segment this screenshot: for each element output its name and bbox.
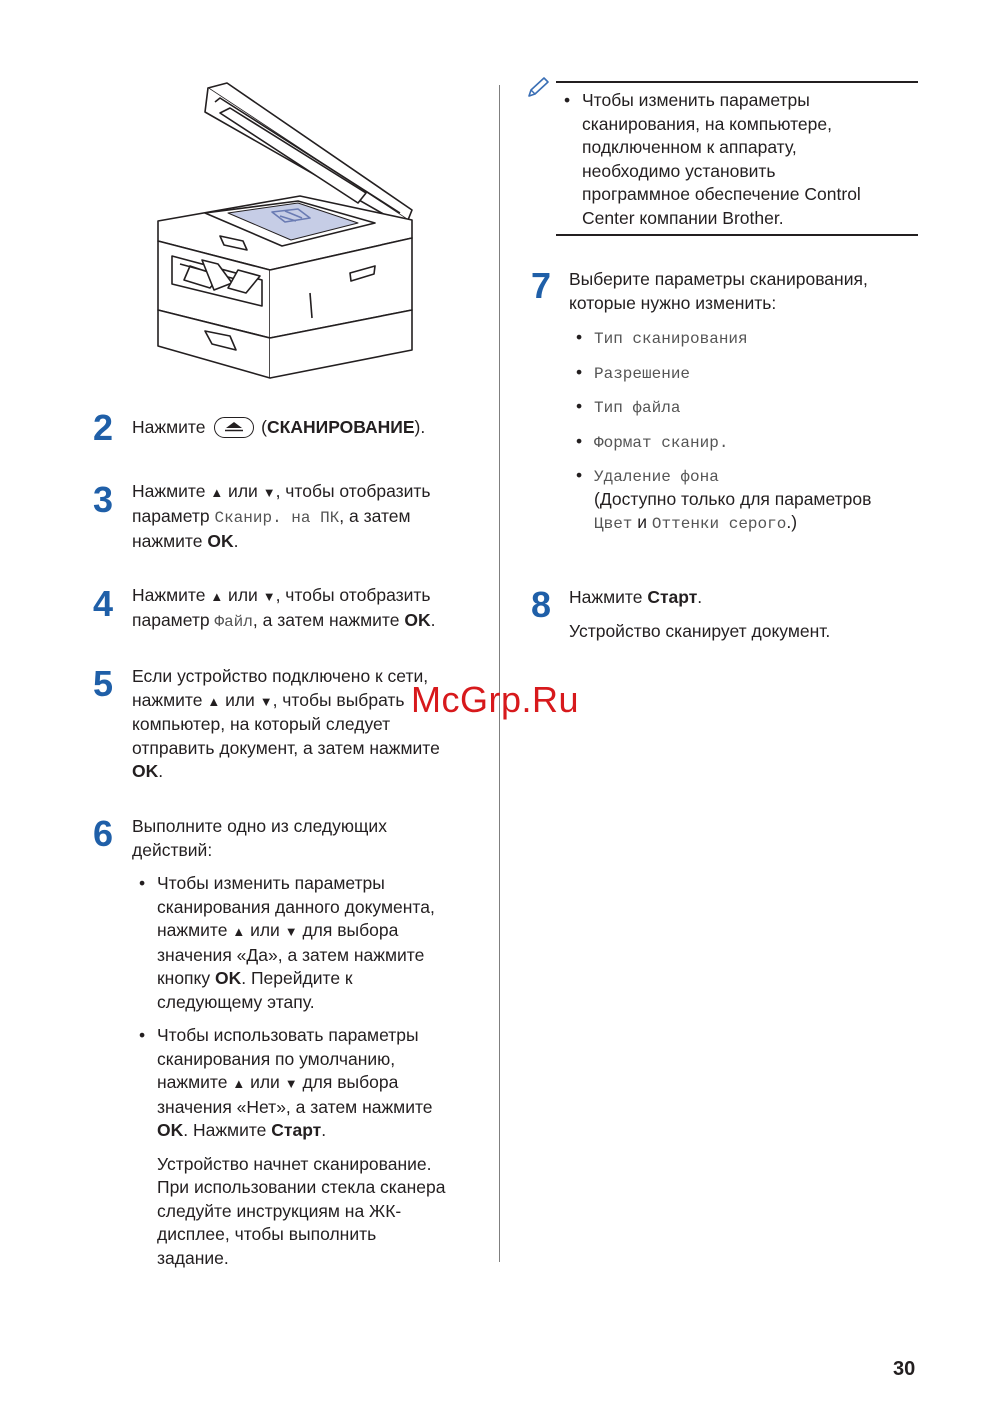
list-item: • Чтобы изменить параметры сканирования, на компьютере, подключенном к аппарату, необходимо установить программное обеспечение Control Center компании Brother. <box>564 89 904 230</box>
up-arrow-icon: ▲ <box>232 1076 246 1091</box>
step-number: 3 <box>93 479 114 520</box>
list-item: • Удаление фона <box>576 464 929 499</box>
note-top-rule <box>556 81 918 83</box>
start-key-label: Старт <box>271 1120 322 1140</box>
step-8-text: Нажмите Старт. Устройство сканирует документ. <box>569 587 831 641</box>
ok-key-label: OK <box>132 761 159 781</box>
list-item: • Чтобы использовать параметры сканирования по умолчанию, нажмите ▲ или ▼ для выбора значения «Нет», а затем нажмите OK. Нажмите Старт. Устройство начнет сканирование. При использовании стекла сканера следуйте инструкциям на ЖК- дисплее, чтобы выполнить задание. <box>139 1024 492 1270</box>
step-number: 2 <box>93 407 114 448</box>
down-arrow-icon: ▼ <box>262 485 276 500</box>
note-bottom-rule <box>556 234 918 236</box>
down-arrow-icon: ▼ <box>284 924 298 939</box>
up-arrow-icon: ▲ <box>210 589 224 604</box>
step-number: 6 <box>93 813 114 854</box>
note-text <box>564 89 904 230</box>
watermark: McGrp.Ru <box>411 679 580 720</box>
scan-button-name: СКАНИРОВАНИЕ <box>267 417 415 437</box>
list-item: • Тип файла <box>576 395 929 430</box>
ok-key-label: OK <box>207 531 234 551</box>
step-2-label: Нажмите <box>132 417 206 437</box>
scan-settings-list <box>576 326 929 499</box>
menu-option: Сканир. на ПК <box>214 508 340 527</box>
start-key-label: Старт <box>647 587 698 607</box>
pencil-icon <box>526 76 552 100</box>
down-arrow-icon: ▼ <box>259 693 273 709</box>
list-item: • Разрешение <box>576 361 929 396</box>
step-number: 8 <box>531 584 552 625</box>
column-divider <box>499 85 500 1262</box>
scan-button-icon <box>214 417 254 438</box>
step-7-text: Выберите параметры сканирования, которые нужно изменить: • Тип сканирования • Разрешение • Тип файла • Формат сканир. • Удаление фона (Доступно только для параметров Цвет и Оттенки серого.) <box>569 268 929 537</box>
up-arrow-icon: ▲ <box>207 693 221 709</box>
ok-key-label: OK <box>404 609 431 630</box>
down-arrow-icon: ▼ <box>284 1076 298 1091</box>
page-number: 30 <box>893 1358 916 1380</box>
ok-key-label: OK <box>157 1120 184 1140</box>
step-5-text: Если устройство подключено к сети, нажмите ▲ или ▼, чтобы выбрать компьютер, на который следует отправить документ, а затем нажмите OK. <box>132 666 440 781</box>
step-number: 7 <box>531 265 552 306</box>
step-2-text: Нажмите (СКАНИРОВАНИЕ). <box>132 417 426 437</box>
step-3-text: Нажмите ▲ или ▼, чтобы отобразить параметр Сканир. на ПК, а затем нажмите OK. <box>132 481 431 551</box>
menu-option: Цвет <box>594 515 633 533</box>
step-number: 5 <box>93 663 114 704</box>
ok-key-label: OK <box>215 968 242 988</box>
list-item: • Чтобы изменить параметры сканирования данного документа, нажмите ▲ или ▼ для выбора значения «Да», а затем нажмите кнопку OK. Перейдите к следующему этапу. <box>139 872 492 1014</box>
printer-scanner-illustration <box>150 78 420 383</box>
up-arrow-icon: ▲ <box>232 924 246 939</box>
down-arrow-icon: ▼ <box>262 589 276 604</box>
step-number: 4 <box>93 583 114 624</box>
step-6-text: Выполните одно из следующих действий: • Чтобы изменить параметры сканирования данного документа, нажмите ▲ или ▼ для выбора значения «Да», а затем нажмите кнопку OK. Перейдите к следующему этапу. • Чтобы использовать параметры сканирования по умолчанию, нажмите ▲ или ▼ для выбора значения «Нет», а затем нажмите OK. Нажмите Старт. Устройство начнет сканирование. При использовании стекла сканера следуйте инструкциям на ЖК- дисплее, чтобы выполнить задание. <box>132 815 492 1270</box>
options-list <box>139 872 492 1270</box>
menu-option: Файл <box>214 612 253 631</box>
up-arrow-icon: ▲ <box>210 485 224 500</box>
step-4-text: Нажмите ▲ или ▼, чтобы отобразить параметр Файл, а затем нажмите OK. <box>132 585 436 631</box>
list-item: • Тип сканирования <box>576 326 929 361</box>
list-item: • Формат сканир. <box>576 430 929 465</box>
menu-option: Оттенки серого <box>651 515 787 533</box>
